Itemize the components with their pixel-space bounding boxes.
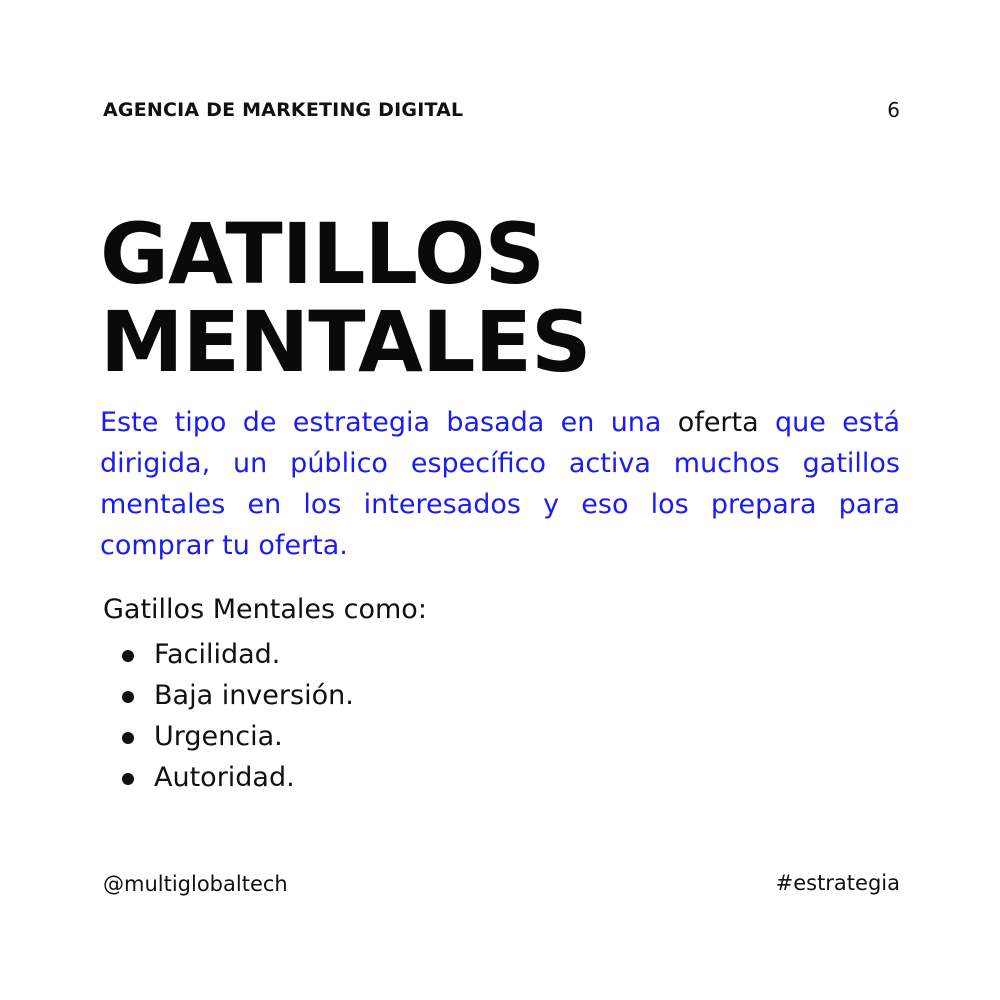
hashtag: #estrategia <box>775 871 900 895</box>
page-title <box>100 205 591 391</box>
list-item-label: Urgencia. <box>154 721 283 752</box>
list-item <box>0 675 354 716</box>
description-part-1: Este tipo de estrategia basada en una <box>100 407 662 438</box>
bullet-icon <box>122 691 134 703</box>
page-number: 6 <box>887 98 900 122</box>
list-item-label: Autoridad. <box>154 762 295 793</box>
trigger-list <box>0 634 354 798</box>
bullet-icon <box>122 773 134 785</box>
description-paragraph <box>100 402 900 566</box>
social-handle: @multiglobaltech <box>103 872 288 896</box>
list-item <box>0 716 354 757</box>
list-item <box>0 757 354 798</box>
title-line-2: MENTALES <box>100 293 591 391</box>
description-part-2: que está dirigida, un público específico activa muchos gatillos mentales en los interesados y eso los prepara para comprar tu oferta. <box>100 407 900 561</box>
agency-label: AGENCIA DE MARKETING DIGITAL <box>103 99 464 121</box>
list-item-label: Baja inversión. <box>154 680 354 711</box>
description-highlight: oferta <box>677 407 759 438</box>
title-line-1: GATILLOS <box>100 205 544 303</box>
list-intro: Gatillos Mentales como: <box>103 594 427 625</box>
bullet-icon <box>122 732 134 744</box>
list-item-label: Facilidad. <box>154 639 281 670</box>
list-item <box>0 634 354 675</box>
bullet-icon <box>122 650 134 662</box>
